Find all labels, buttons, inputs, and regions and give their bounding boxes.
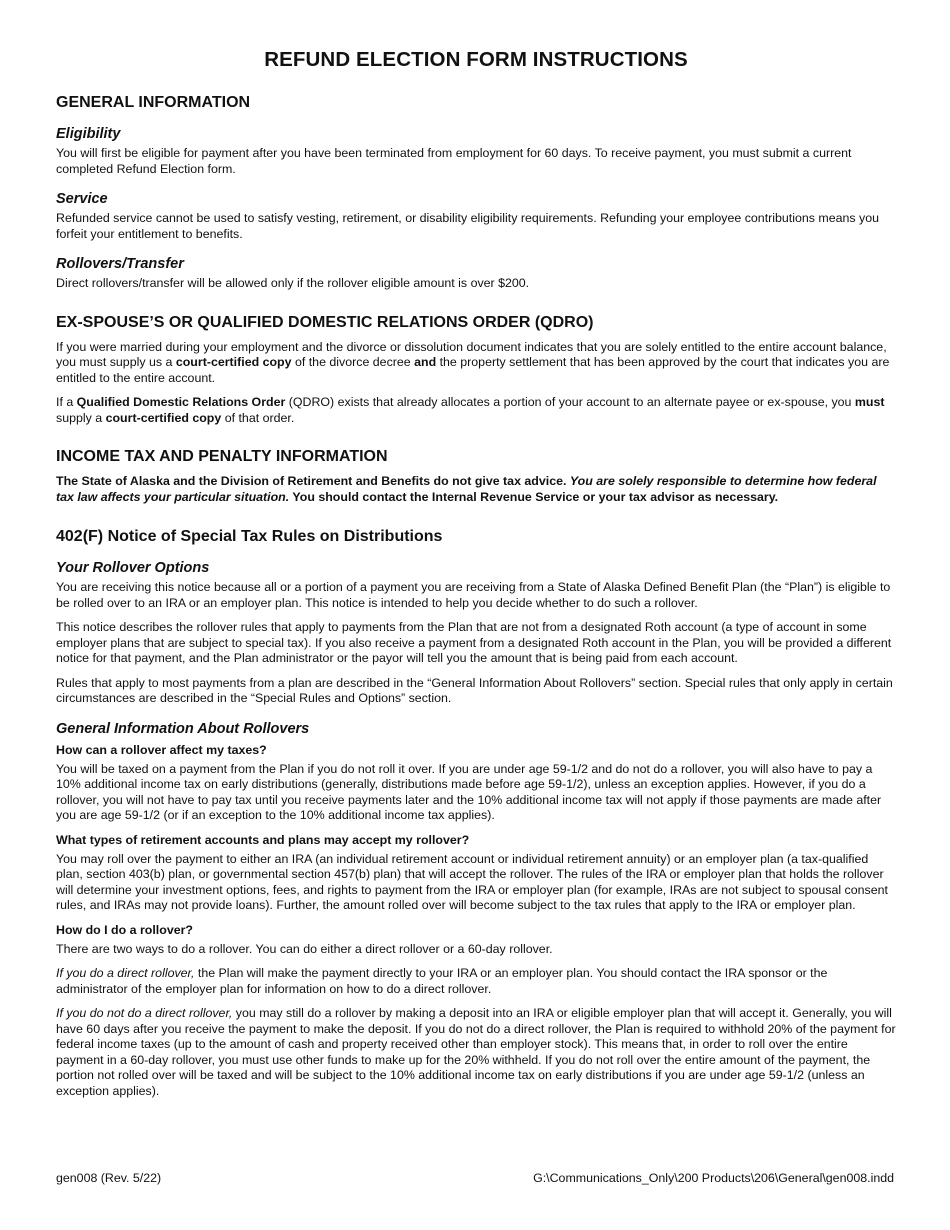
qdro-paragraph-1: If you were married during your employment and the divorce or dissolution document indicates that you are solely entitled to the entire account balance, you must supply us a court-certified copy of the divorce decree and the property settlement that has been approved by the court that indicates you are entitled to the entire account. [56,339,890,385]
eligibility-text: You will first be eligible for payment after you have been terminated from employment for 60 days. To receive payment, you must submit a current completed Refund Election form. [56,146,852,176]
rollovers-text: Direct rollovers/transfer will be allowed only if the rollover eligible amount is over $200. [56,276,530,290]
rollover-options-heading: Your Rollover Options [56,560,210,576]
eligibility-heading: Eligibility [56,126,121,142]
answer-accounts: You may roll over the payment to either an IRA (an individual retirement account or individual retirement annuity) or an employer plan (a tax-qualified plan, section 403(b) plan, or governmental section 457(b) plan) that will accept the rollover. The rules of the IRA or employer plan that holds the rollover will determine your investment options, fees, and rights to payment from the IRA or employer plan (for example, IRAs are not subject to spousal consent rules, and IRAs may not provide loans). Further, the amount rolled over will become subject to the tax rules that apply to the IRA or employer plan. [56,851,888,912]
answer-taxes: You will be taxed on a payment from the Plan if you do not roll it over. If you are under age 59-1/2 and do not do a rollover, you will also have to pay a 10% additional income tax on early distributions (generally, distributions made before age 59-1/2), unless an exception applies. However, if you do a rollover, you will not have to pay tax until you receive payments later and the 10% additional income tax will not apply if those payments are made after you are age 59-1/2 (or if an exception to the 10% additional income tax applies). [56,761,882,822]
rollover-options-paragraph-3: Rules that apply to most payments from a plan are described in the “General Information About Rollovers” section. Special rules that only apply in certain circumstances are described in the “Special Rules and Options” section. [56,675,893,705]
direct-rollover-paragraph: If you do a direct rollover, the Plan will make the payment directly to your IRA or an employer plan. You should contact the IRA sponsor or the administrator of the employer plan for information on how to do a direct rollover. [56,966,828,996]
notice-402f-heading: 402(F) Notice of Special Tax Rules on Distributions [56,528,443,545]
indirect-rollover-paragraph: If you do not do a direct rollover, you may still do a rollover by making a deposit into an IRA or eligible employer plan that will accept it. Generally, you will have 60 days after you receive the payment to make the deposit. If you do not do a direct rollover, the Plan is required to withhold 20% of the payment for federal income taxes (up to the amount of cash and property received other than employer stock). This means that, in order to roll over the entire payment in a 60-day rollover, you must use other funds to make up for the 20% withheld. If you do not roll over the entire amount of the payment, the portion not rolled over will be taxed and will be subject to the 10% additional income tax on early distributions if you are under age 59-1/2 (unless an exception applies). [56,1006,896,1098]
rollover-options-paragraph-1: You are receiving this notice because all or a portion of a payment you are receiving from a State of Alaska Defined Benefit Plan (the “Plan”) is eligible to be rolled over to an IRA or an employer plan. This notice is intended to help you decide whether to do such a rollover. [56,580,891,610]
page-title: REFUND ELECTION FORM INSTRUCTIONS [264,48,688,71]
qdro-paragraph-2: If a Qualified Domestic Relations Order (QDRO) exists that already allocates a portion of your account to an alternate payee or ex-spouse, you must supply a court-certified copy of that order. [56,395,885,425]
general-rollovers-heading: General Information About Rollovers [56,720,310,737]
question-taxes: How can a rollover affect my taxes? [56,742,267,757]
rollovers-heading: Rollovers/Transfer [56,256,184,272]
tax-advice-paragraph: The State of Alaska and the Division of Retirement and Benefits do not give tax advice. You are solely responsible to determine how federal tax law affects your particular situation. You should contact the Internal Revenue Service or your tax advisor as necessary. [56,474,877,504]
rollover-options-paragraph-2: This notice describes the rollover rules that apply to payments from the Plan that are not from a designated Roth account (a type of account in some employer plans that are subject to special tax). If you also receive a payment from a designated Roth account in the Plan, you will be provided a different notice for that payment, and the Plan administrator or the payor will tell you the amount that is being paid from each account. [56,620,892,665]
footer-file-path: G:\Communications_Only\200 Products\206\General\gen008.indd [533,1171,894,1185]
document-page [56,48,896,1099]
qdro-heading: EX-SPOUSE’S OR QUALIFIED DOMESTIC RELATIONS ORDER (QDRO) [56,313,594,331]
answer-how-rollover: There are two ways to do a rollover. You can do either a direct rollover or a 60-day rollover. [56,941,553,956]
general-info-heading: GENERAL INFORMATION [56,94,251,111]
income-tax-heading: INCOME TAX AND PENALTY INFORMATION [56,448,388,465]
service-heading: Service [56,191,108,207]
question-accounts: What types of retirement accounts and plans may accept my rollover? [56,832,470,847]
service-text: Refunded service cannot be used to satisfy vesting, retirement, or disability eligibility requirements. Refunding your employee contributions means you forfeit your entitlement to benefits. [56,211,880,241]
question-how-rollover: How do I do a rollover? [56,922,193,937]
footer-form-id: gen008 (Rev. 5/22) [56,1171,162,1185]
